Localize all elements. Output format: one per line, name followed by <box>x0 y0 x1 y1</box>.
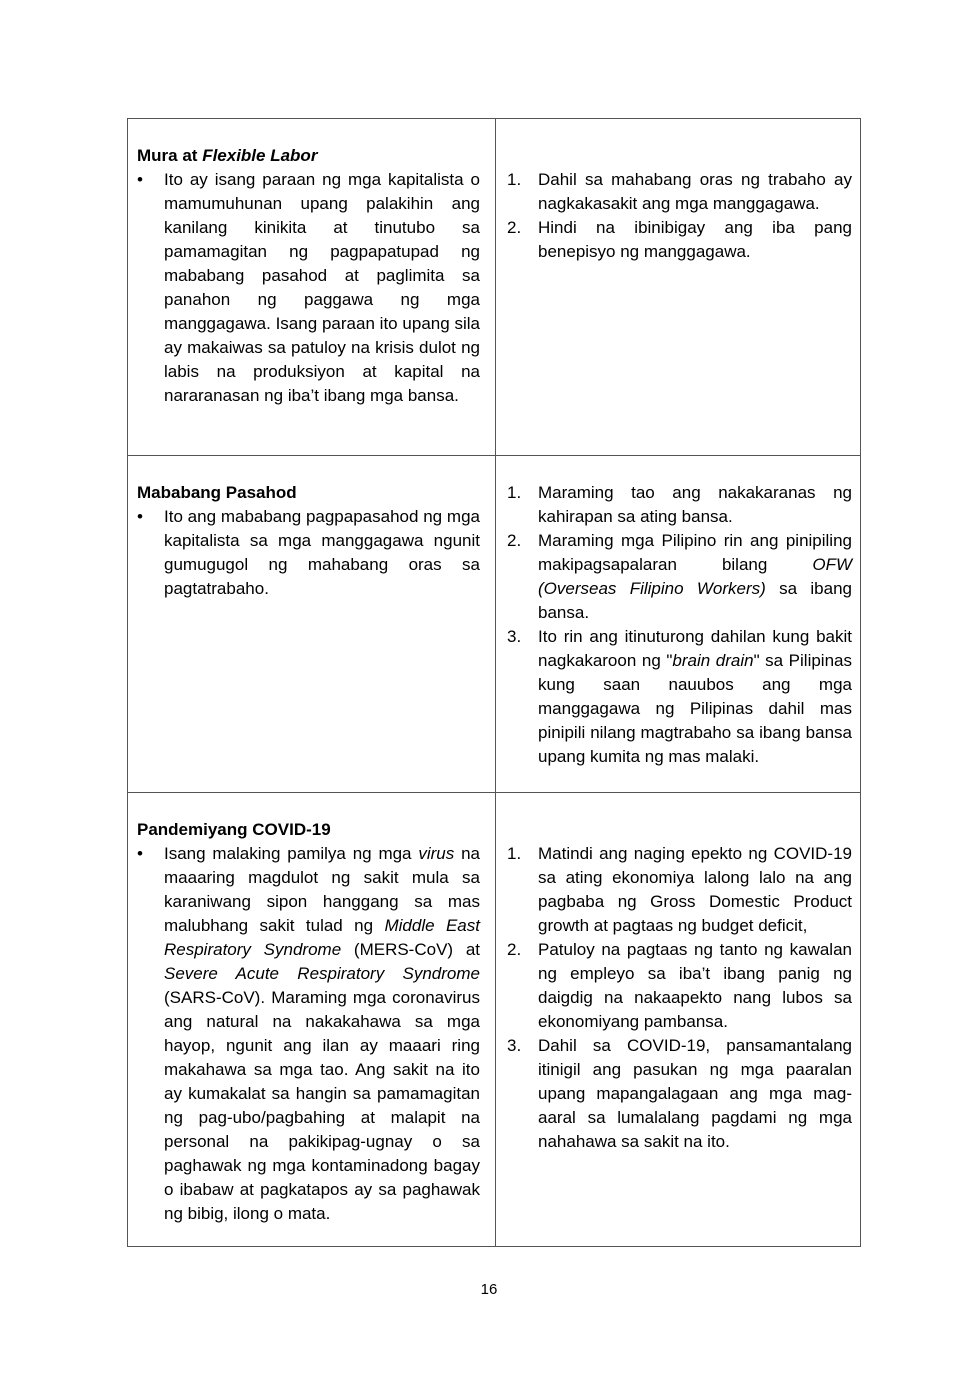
list-item: 2. Patuloy na pagtaas ng tanto ng kawalan ng empleyo sa iba’t ibang panig ng daigdig na nakaapekto nang lubos sa ekonomiyang pambansa. <box>507 940 852 1031</box>
table-row <box>128 119 861 456</box>
content-table <box>127 118 861 1247</box>
description-text: Ito ang mababang pagpapasahod ng mga kapitalista sa mga manggagawa ngunit gumugugol ng mahabang oras sa pagtatrabaho. <box>164 507 480 598</box>
list-item: 1. Dahil sa mahabang oras ng trabaho ay nagkakasakit ang mga manggagawa. <box>507 170 852 213</box>
description-text: Ito ay isang paraan ng mga kapitalista o mamumuhunan upang palakihin ang kanilang kinikita at tinutubo sa pamamagitan ng pagpapatupad ng mababang pasahod at paglimita sa panahon ng paggawa ng mga manggagawa. Isang paraan ito upang sila ay makaiwas sa patuloy na krisis dulot ng labis na produksiyon at kapital na nararanasan ng iba’t ibang mga bansa. <box>164 170 480 405</box>
bullet-marker: • <box>137 844 143 863</box>
bullet-marker: • <box>137 507 143 526</box>
concept-description <box>137 505 480 601</box>
concept-description <box>137 168 480 408</box>
concept-heading-italic: Flexible Labor <box>202 146 318 165</box>
effects-cell <box>496 119 861 456</box>
bullet-marker: • <box>137 170 143 189</box>
concept-cell <box>128 793 496 1247</box>
effects-list <box>507 168 852 264</box>
effects-cell <box>496 793 861 1247</box>
list-item: 1. Maraming tao ang nakakaranas ng kahirapan sa ating bansa. <box>507 483 852 526</box>
concept-description <box>137 842 480 1226</box>
list-item: 3. Ito rin ang itinuturong dahilan kung bakit nagkakaroon ng "brain drain" sa Pilipinas kung saan nauubos ang mga manggagawa ng Pilipinas dahil mas pinipili nilang magtrabaho sa ibang bansa upang kumita ng mas malaki. <box>507 627 852 766</box>
list-item: 3. Dahil sa COVID-19, pansamantalang itinigil ang pasukan ng mga paaralan upang mapangalagaan ang mga mag-aaral sa lumalalang pagdami ng mga nahahawa sa sakit na ito. <box>507 1036 852 1151</box>
effects-list <box>507 842 852 1154</box>
table-row <box>128 456 861 793</box>
effects-cell <box>496 456 861 793</box>
concept-cell <box>128 119 496 456</box>
list-item: 2. Hindi na ibinibigay ang iba pang benepisyo ng manggagawa. <box>507 218 852 261</box>
effects-list <box>507 481 852 769</box>
concept-heading: Mababang Pasahod <box>137 483 297 502</box>
concept-cell <box>128 456 496 793</box>
page-number: 16 <box>480 1281 498 1298</box>
table-row <box>128 793 861 1247</box>
list-item: 2. Maraming mga Pilipino rin ang pinipiling makipagsapalaran bilang OFW (Overseas Filipino Workers) sa ibang bansa. <box>507 531 852 622</box>
list-item: 1. Matindi ang naging epekto ng COVID-19 sa ating ekonomiya lalong lalo na ang pagbaba ng Gross Domestic Product growth at pagtaas ng budget deficit, <box>507 844 852 935</box>
concept-heading: Mura at Flexible Labor <box>137 146 318 165</box>
concept-heading: Pandemiyang COVID-19 <box>137 820 331 839</box>
description-text: Isang malaking pamilya ng mga virus na maaaring magdulot ng sakit mula sa karaniwang sipon hanggang sa mas malubhang sakit tulad ng Middle East Respiratory Syndrome (MERS-CoV) at Severe Acute Respiratory Syndrome (SARS-CoV). Maraming mga coronavirus ang natural na nakakahawa sa mga hayop, ngunit ang ilan ay maaari ring makahawa sa mga tao. Ang sakit na ito ay kumakalat sa hangin sa pamamagitan ng pag-ubo/pagbahing at malapit na personal na pakikipag-ugnay o sa paghawak ng mga kontaminadong bagay o ibabaw at pagkatapos ay sa paghawak ng bibig, ilong o mata. <box>164 844 481 1223</box>
